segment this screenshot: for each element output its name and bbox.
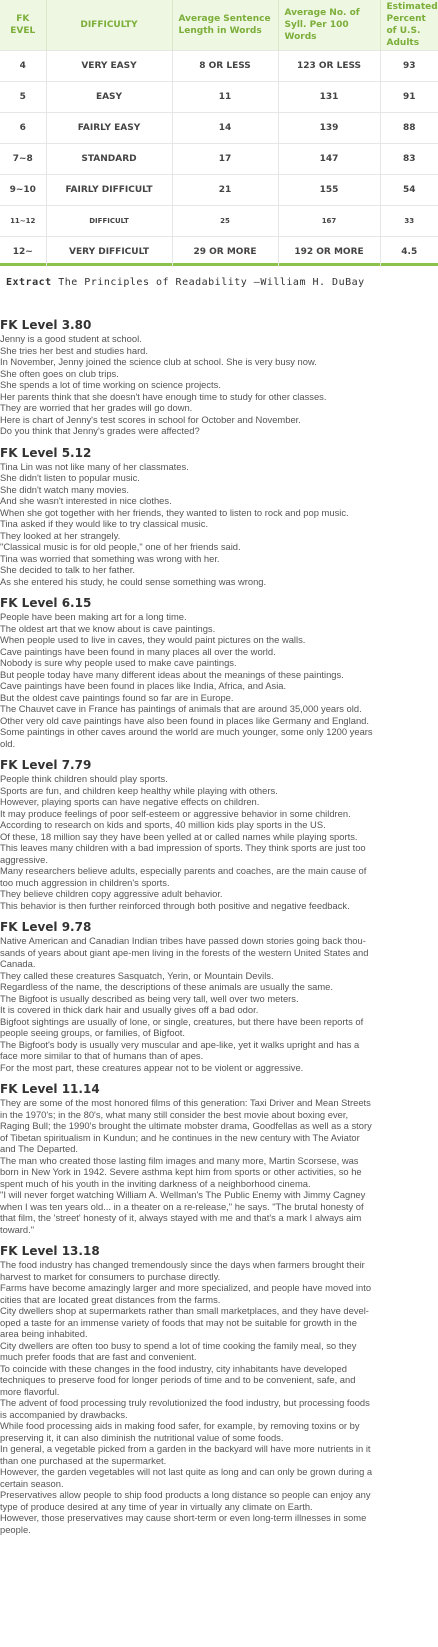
section-title: FK Level 7.79 xyxy=(0,758,92,772)
section-line: The man who created those lasting film images and many more, Martin Scorsese, was xyxy=(0,1154,359,1166)
section-line: Here is chart of Jenny's test scores in school for October and November. xyxy=(0,413,301,425)
section-line: They believe children copy aggressive adult behavior. xyxy=(0,888,223,899)
table-cell: 91 xyxy=(380,82,438,113)
table-row xyxy=(0,206,438,237)
section-line: when I was ten years old... in a theater on a re-release," he says. "The brutal honesty of xyxy=(0,1200,364,1212)
section-line: According to research on kids and sports, 40 million kids play sports in the US. xyxy=(0,819,326,830)
section-line: preserving it, it can also diminish the nutritional value of some foods. xyxy=(0,1431,284,1443)
table-cell: 123 OR LESS xyxy=(278,51,380,82)
table-cell: 83 xyxy=(380,144,438,175)
section-line: Tina asked if they would like to try classical music. xyxy=(0,518,209,529)
section-line: born in New York in 1942. Severe asthma kept him from sports or other activities, so he xyxy=(0,1166,362,1177)
section-line: She decided to talk to her father. xyxy=(0,564,135,575)
section-line: And she wasn't interested in nice clothes. xyxy=(0,495,172,506)
table-cell: 4.5 xyxy=(380,237,438,268)
table-cell: 88 xyxy=(380,113,438,144)
table-cell: 12~ xyxy=(0,237,46,268)
table-cell: 21 xyxy=(172,175,278,206)
section-line: When people used to live in caves, they would paint pictures on the walls. xyxy=(0,634,306,645)
table-cell: 7~8 xyxy=(0,144,46,175)
header-fk-level: FK EVEL xyxy=(0,0,46,51)
reading-section xyxy=(0,596,430,749)
table-cell: 93 xyxy=(380,51,438,82)
section-line: Jenny is a good student at school. xyxy=(0,333,142,344)
section-line: Tina Lin was not like many of her classmates. xyxy=(0,460,189,472)
section-line: Canada. xyxy=(0,958,36,969)
section-line: area being inhabited. xyxy=(0,1328,88,1339)
table-row xyxy=(0,113,438,144)
section-line: This leaves many children with a bad impression of sports. They think sports are just too xyxy=(0,842,366,853)
section-line: People have been making art for a long time. xyxy=(0,611,187,622)
section-line: too much aggression in children's sports. xyxy=(0,876,170,888)
section-line: They called these creatures Sasquatch, Yerin, or Mountain Devils. xyxy=(0,969,274,981)
section-line: Her parents think that she doesn't have enough time to study for other classes. xyxy=(0,390,327,402)
reading-section xyxy=(0,446,430,588)
section-line: much prefer foods that are fast and convenient. xyxy=(0,1351,197,1362)
section-line: In general, a vegetable picked from a garden in the backyard will have more nutrients in it xyxy=(0,1443,371,1454)
section-line: type of produce desired at any time of year in virtually any climate on Earth. xyxy=(0,1500,313,1512)
section-line: Preservatives allow people to ship food products a long distance so people can enjoy any xyxy=(0,1489,371,1500)
section-line: old. xyxy=(0,737,16,749)
section-line: than one purchased at the supermarket. xyxy=(0,1454,167,1466)
section-line: The food industry has changed tremendously since the days when farmers brought their xyxy=(0,1259,365,1270)
section-line: Regardless of the name, the descriptions of these animals are usually the same. xyxy=(0,981,333,992)
table-cell: 131 xyxy=(278,82,380,113)
section-line: People think children should play sports. xyxy=(0,773,168,784)
section-line: While food processing aids in making food safer, for example, by removing toxins or by xyxy=(0,1420,360,1431)
table-cell: VERY DIFFICULT xyxy=(46,237,172,268)
section-line: techniques to preserve food for longer periods of time and to be convenient, safe, and xyxy=(0,1374,356,1385)
section-line: When she got together with her friends, they wanted to listen to rock and pop music. xyxy=(0,506,349,518)
table-cell: 6 xyxy=(0,113,46,144)
table-cell: 9~10 xyxy=(0,175,46,206)
section-line: harvest to market for consumers to purchase directly. xyxy=(0,1270,221,1282)
extract-label: Extract xyxy=(6,277,52,288)
section-line: Cave paintings have been found in many places all over the world. xyxy=(0,645,276,657)
table-cell: FAIRLY DIFFICULT xyxy=(46,175,172,206)
section-line: oped a taste for an immense variety of foods that may not be suitable for growth in the xyxy=(0,1316,357,1328)
table-cell: 192 OR MORE xyxy=(278,237,380,268)
extract-text: The Principles of Readability –William H. DuBay xyxy=(58,277,365,288)
reading-section xyxy=(0,318,430,437)
table-header-row xyxy=(0,0,438,51)
section-line: Many researchers believe adults, especially parents and coaches, are the main cause of xyxy=(0,865,367,876)
section-line: is accompanied by drawbacks. xyxy=(0,1408,128,1420)
section-line: She spends a lot of time working on science projects. xyxy=(0,379,221,390)
table-cell: 33 xyxy=(380,206,438,237)
section-line: Nobody is sure why people used to make cave paintings. xyxy=(0,657,237,668)
section-line: But people today have many different ideas about the meanings of these paintings. xyxy=(0,668,344,680)
table-row xyxy=(0,237,438,268)
table-cell: VERY EASY xyxy=(46,51,172,82)
section-line: She often goes on club trips. xyxy=(0,367,119,379)
section-title: FK Level 9.78 xyxy=(0,920,92,934)
section-title: FK Level 5.12 xyxy=(0,445,92,460)
section-line: "Classical music is for old people," one of her friends said. xyxy=(0,541,241,552)
table-cell: 8 OR LESS xyxy=(172,51,278,82)
section-line: Some paintings in other caves around the world are much younger, some only 1200 years xyxy=(0,726,373,737)
section-line: City dwellers are often too busy to spend a lot of time cooking the family meal, so they xyxy=(0,1339,357,1351)
section-line: City dwellers shop at supermarkets rather than small marketplaces, and they have devel- xyxy=(0,1305,369,1316)
section-line: It is covered in thick dark hair and usually gives off a bad odor. xyxy=(0,1004,259,1015)
section-line: Native American and Canadian Indian tribes have passed down stories going back thou- xyxy=(0,935,366,946)
table-cell: 25 xyxy=(172,206,278,237)
section-line: people seeing groups, or families, of Bigfoot. xyxy=(0,1027,186,1038)
section-line: sands of years about giant ape-men living in the forests of the western United States and xyxy=(0,946,369,958)
section-line: But the oldest cave paintings found so far are in Europe. xyxy=(0,691,234,703)
table-cell: 5 xyxy=(0,82,46,113)
table-body xyxy=(0,51,438,268)
section-line: Of these, 18 million say they have been yelled at or called names while playing sports. xyxy=(0,830,358,842)
section-line: Other very old cave paintings have also been found in places like Germany and England. xyxy=(0,714,369,726)
table-cell: FAIRLY EASY xyxy=(46,113,172,144)
header-sentence-length: Average Sentence Length in Words xyxy=(172,0,278,51)
table-cell: STANDARD xyxy=(46,144,172,175)
section-line: They looked at her strangely. xyxy=(0,529,121,541)
table-cell: DIFFICULT xyxy=(46,206,172,237)
section-line: more flavorful. xyxy=(0,1385,60,1397)
section-line: However, those preservatives may cause short-term or even long-term illnesses in some xyxy=(0,1512,367,1523)
table-row xyxy=(0,51,438,82)
section-line: face more similar to that of humans than of apes. xyxy=(0,1050,204,1061)
section-line: However, playing sports can have negative effects on children. xyxy=(0,796,260,807)
reading-section xyxy=(0,1082,430,1235)
section-line: Cave paintings have been found in places like India, Africa, and Asia. xyxy=(0,680,287,691)
table-cell: 17 xyxy=(172,144,278,175)
readability-table-container xyxy=(0,0,438,266)
table-cell: 139 xyxy=(278,113,380,144)
table-cell: 29 OR MORE xyxy=(172,237,278,268)
section-line: Do you think that Jenny's grades were affected? xyxy=(0,425,200,436)
section-title: FK Level 3.80 xyxy=(0,318,92,332)
table-cell: 11~12 xyxy=(0,206,46,237)
table-row xyxy=(0,144,438,175)
section-line: As she entered his study, he could sense something was wrong. xyxy=(0,575,267,587)
section-line: Bigfoot sightings are usually of lone, or single, creatures, but there have been reports of xyxy=(0,1015,364,1027)
section-line: She didn't listen to popular music. xyxy=(0,472,140,483)
section-line: To coincide with these changes in the food industry, city inhabitants have developed xyxy=(0,1362,347,1374)
table-cell: 155 xyxy=(278,175,380,206)
section-line: cities that are located great distances from the farms. xyxy=(0,1293,221,1305)
table-cell: 4 xyxy=(0,51,46,82)
section-line: of Tibetan spiritualism in Kundun; and he continues in the new century with The Aviator xyxy=(0,1131,360,1143)
table-row xyxy=(0,82,438,113)
section-line: Farms have become amazingly larger and more specialized, and people have moved into xyxy=(0,1282,372,1293)
section-line: "I will never forget watching William A. Wellman's The Public Enemy with Jimmy Cagney xyxy=(0,1189,366,1200)
section-line: This behavior is then further reinforced through both positive and negative feedback. xyxy=(0,899,350,911)
table-cell: 54 xyxy=(380,175,438,206)
section-line: Raging Bull; the 1990's brought the ultimate mobster drama, Goodfellas as well as a story xyxy=(0,1120,372,1131)
reading-section xyxy=(0,1244,430,1535)
section-line: The advent of food processing truly revolutionized the food industry, but processing foods xyxy=(0,1397,370,1408)
section-line: However, the garden vegetables will not last quite as long and can only be grown during a xyxy=(0,1466,373,1477)
section-line: people. xyxy=(0,1523,31,1535)
section-line: Tina was worried that something was wrong with her. xyxy=(0,552,220,564)
readability-table xyxy=(0,0,438,267)
section-title: FK Level 13.18 xyxy=(0,1244,100,1258)
table-cell: 14 xyxy=(172,113,278,144)
table-cell: 167 xyxy=(278,206,380,237)
reading-section xyxy=(0,758,430,911)
section-line: She didn't watch many movies. xyxy=(0,483,129,495)
section-line: She tries her best and studies hard. xyxy=(0,344,149,356)
section-line: aggressive. xyxy=(0,853,48,865)
header-syllables: Average No. of Syll. Per 100 Words xyxy=(278,0,380,51)
section-line: It may produce feelings of poor self-esteem or aggressive behavior in some children. xyxy=(0,807,351,819)
header-difficulty: DIFFICULTY xyxy=(46,0,172,51)
section-line: Sports are fun, and children keep healthy while playing with others. xyxy=(0,784,278,796)
section-line: In November, Jenny joined the science club at school. She is very busy now. xyxy=(0,356,317,367)
section-line: They are worried that her grades will go down. xyxy=(0,402,193,413)
table-row xyxy=(0,175,438,206)
extract-source xyxy=(6,277,365,288)
section-line: certain season. xyxy=(0,1477,64,1489)
section-line: They are some of the most honored films of this generation: Taxi Driver and Mean Streets xyxy=(0,1097,371,1108)
section-title: FK Level 6.15 xyxy=(0,596,92,610)
section-line: in the 1970's; in the 80's, what many still consider the best movie about boxing ever, xyxy=(0,1108,349,1120)
reading-samples xyxy=(0,318,430,1544)
table-cell: EASY xyxy=(46,82,172,113)
section-line: toward." xyxy=(0,1223,35,1235)
section-line: The oldest art that we know about is cave paintings. xyxy=(0,622,216,634)
table-cell: 147 xyxy=(278,144,380,175)
section-line: The Bigfoot's body is usually very muscular and ape-like, yet it walks upright and has a xyxy=(0,1038,360,1050)
header-percent-adults: Estimated Percent of U.S. Adults xyxy=(380,0,438,51)
section-title: FK Level 11.14 xyxy=(0,1082,100,1096)
section-line: The Bigfoot is usually described as being very tall, well over two meters. xyxy=(0,992,299,1004)
section-line: The Chauvet cave in France has paintings of animals that are around 35,000 years old. xyxy=(0,703,362,714)
section-line: For the most part, these creatures appear not to be violent or aggressive. xyxy=(0,1061,304,1073)
reading-section xyxy=(0,920,430,1073)
section-line: and The Departed. xyxy=(0,1143,79,1154)
section-line: spent much of his youth in the inviting darkness of a neighborhood cinema. xyxy=(0,1177,311,1189)
table-cell: 11 xyxy=(172,82,278,113)
section-line: that film, the 'street' honesty of it, always stayed with me and that's a mark I always aim xyxy=(0,1212,362,1223)
